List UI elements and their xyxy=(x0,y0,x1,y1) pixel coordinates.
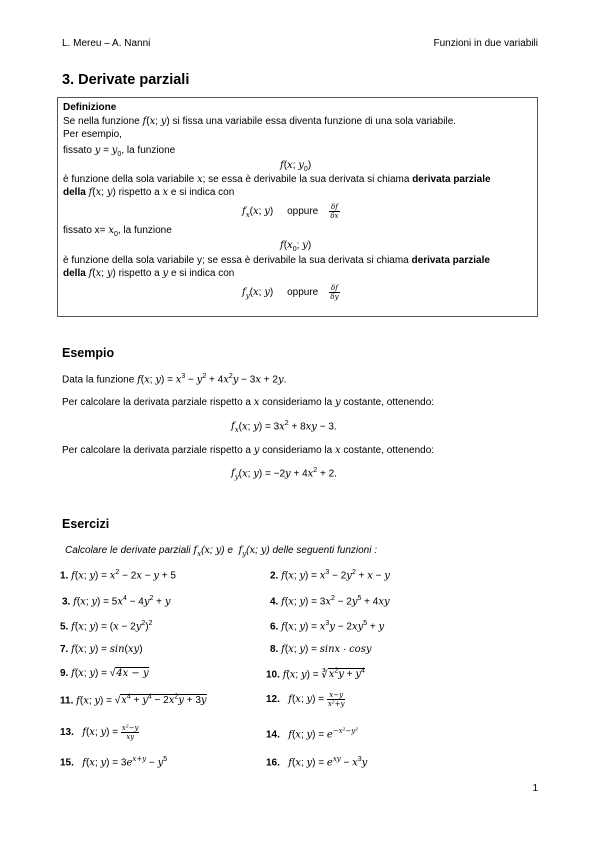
exercise-2: 2. f(x; $y) = x^3 - 2y^2 + x - y$ xyxy=(270,569,390,582)
header-authors: L. Mereu – A. Nanni xyxy=(62,38,151,49)
partial-fraction: $\frac{\delta f}{\delta x}$ xyxy=(330,203,339,220)
exercise-8: 8. f(x; y) = sinx · cosy xyxy=(270,644,372,655)
exercise-3: 3. f(x; $y) = 5x^4 - 4y^2 + y$ xyxy=(62,595,171,608)
exercise-6: 6. f(x; $y) = x^3y - 2xy^5 + y$ xyxy=(270,620,385,633)
exercise-15: 15. f(x; $y) = 3e^{x+y} - y^5$ xyxy=(60,755,168,769)
definition-line-7: è funzione della sola variabile y; se essa è derivabile la sua derivata si chiama derivata parziale xyxy=(63,255,490,266)
exercise-12: 12. f(x; y) = $\frac{x-y}{\text{x²+y}}$ xyxy=(266,691,345,708)
example-eq-2: $f_y(x$; $y) = -2y + 4x^2 + 2$. xyxy=(231,467,337,482)
exercise-11: 11. f(x; $y) = √x^4 + y^4 - 2x^2y + 3y$ xyxy=(60,694,207,707)
example-line-1: Data la funzione f(x; $y) = x^3 - y^2 + 4x^2y - 3x + 2y$. xyxy=(62,373,287,386)
exercise-7: 7. f(x; y) = sin(xy) xyxy=(60,644,143,655)
definition-center-1: f(x; $y_0$) xyxy=(280,160,312,173)
exercises-instruction: Calcolare le derivate parziali $f_x(x$; y) e $f_y(x$; y) delle seguenti funzioni : xyxy=(65,545,377,558)
page-number: 1 xyxy=(532,783,538,794)
exercise-10: 10. f(x; $y) = ∛x^2y + y^4$ xyxy=(266,668,365,681)
header-topic: Funzioni in due variabili xyxy=(433,38,538,49)
partial-fraction: $\frac{\delta f}{\delta y}$ xyxy=(330,284,339,301)
definition-line-1: Se nella funzione f(x; y) si fissa una variabile essa diventa funzione di una sola variabile. xyxy=(63,116,457,127)
definition-line-4: è funzione della sola variabile x; se essa è derivabile la sua derivata si chiama derivata parziale xyxy=(63,174,491,185)
exercise-13: 13. f(x; y) = $\frac{\text{x²−y}}{xy}$ xyxy=(60,724,139,741)
definition-title: Definizione xyxy=(63,102,117,113)
exercise-4: 4. f(x; $y) = 3x^2 - 2y^5 + 4xy$ xyxy=(270,595,390,608)
definition-notation-1: $f_x(x$; y) oppure $\frac{\delta f}{\delta x}$ xyxy=(242,203,339,220)
exercise-9: 9. f(x; y) = √4x − y xyxy=(60,668,149,679)
example-title: Esempio xyxy=(62,346,115,360)
definition-line-6: fissato $x= x_0$, la funzione xyxy=(63,225,172,238)
definition-notation-2: $f_y(x$; y) oppure $\frac{\delta f}{\delta y}$ xyxy=(242,284,339,301)
example-line-2: Per calcolare la derivata parziale rispetto a x consideriamo la y costante, ottenendo: xyxy=(62,397,435,408)
definition-line-5: della f(x; y) rispetto a x e si indica con xyxy=(63,187,235,198)
exercise-1: 1. f(x; $y) = x^2 - 2x - y + 5$ xyxy=(60,569,176,582)
example-eq-1: $f_x(x$; $y) = 3x^2 + 8xy - 3$. xyxy=(231,420,337,435)
definition-line-8: della f(x; y) rispetto a y e si indica con xyxy=(63,268,235,279)
exercise-14: 14. f(x; $y) = e^{-x^2-y^2}$ xyxy=(266,727,359,741)
section-title: 3. Derivate parziali xyxy=(62,72,190,88)
exercises-title: Esercizi xyxy=(62,517,110,531)
exercise-16: 16. f(x; $y) = e^{xy} - x^3y$ xyxy=(266,755,368,769)
definition-box xyxy=(57,97,538,317)
example-line-3: Per calcolare la derivata parziale rispetto a y consideriamo la x costante, ottenendo: xyxy=(62,445,435,456)
definition-line-3: fissato $y = y_0$, la funzione xyxy=(63,145,176,158)
exercise-5: 5. f(x; $y) = (x - 2y^2)^2$ xyxy=(60,620,153,633)
definition-center-2: $f(x_0$; y) xyxy=(280,240,312,253)
definition-line-2: Per esempio, xyxy=(63,129,122,140)
